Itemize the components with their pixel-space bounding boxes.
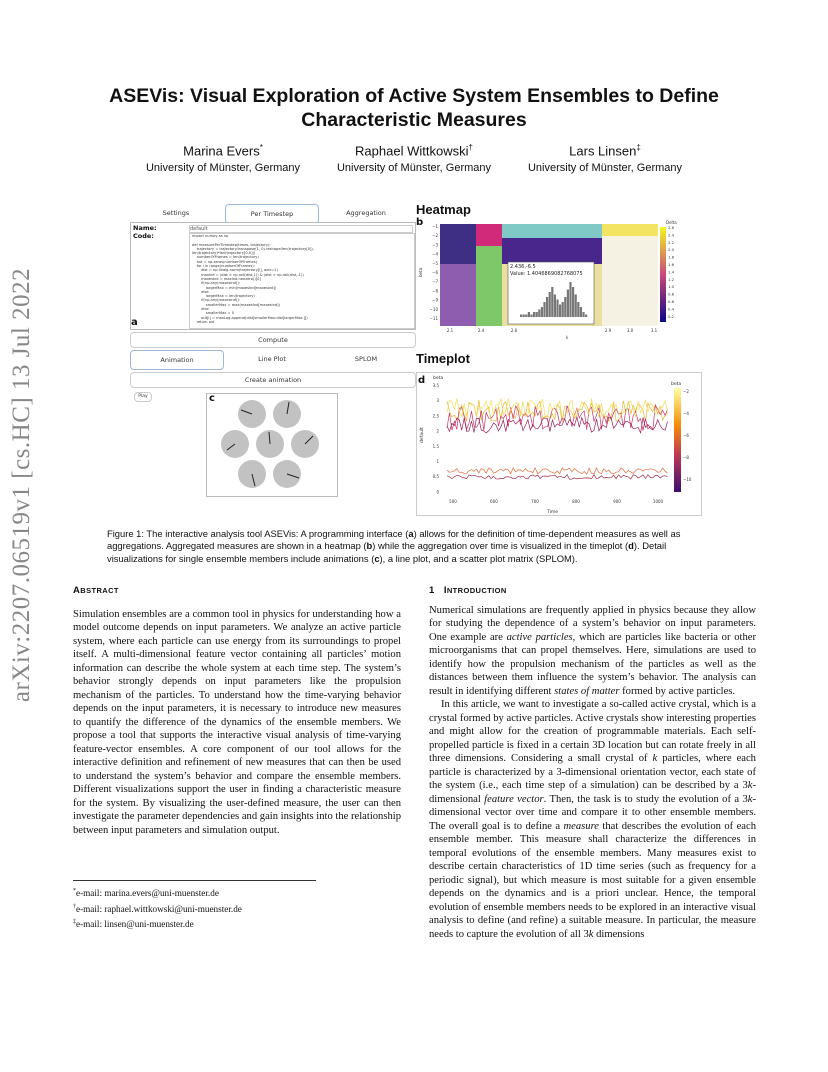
- panel-label-b: b: [416, 217, 424, 228]
- code-line: for i in range(numberOfFrames):: [192, 264, 255, 269]
- figure-caption: [107, 528, 723, 565]
- author-mark: ‡: [636, 143, 641, 152]
- abstract-heading: [73, 584, 401, 598]
- author-mark: †: [468, 143, 473, 152]
- heatmap-x-tick: 3.1: [650, 328, 658, 333]
- timeplot-colorbar-tick: −8: [683, 455, 689, 460]
- heatmap-colorbar-tick: 0.4: [668, 306, 675, 312]
- tooltip-histogram-bar: [577, 302, 579, 317]
- play-button[interactable]: Play: [134, 392, 152, 402]
- heatmap-colorbar-tick: 1.6: [668, 262, 675, 267]
- intro-heading-rest: NTRODUCTION: [446, 586, 507, 595]
- code-line: smallerMax = 0: [192, 311, 234, 316]
- footnote-mark: ‡: [73, 919, 76, 926]
- caption-run: ), a line plot, and a scatter plot matrix (SPLOM).: [379, 552, 578, 564]
- heatmap-y-tick: −4: [432, 251, 438, 257]
- particle-animation: [207, 394, 337, 496]
- intro-p1-run: , which are particles like bacteria or other microorganisms that can propel themselves. Here, simulations are used to identify how the propulsion mechanism of the particles as well as the distances between them influence the system’s behavior. The analysis can result in identifying different: [429, 631, 756, 697]
- heatmap-colorbar-tick: 2.4: [668, 232, 675, 238]
- measure-name-input[interactable]: default: [189, 225, 413, 233]
- timeplot-colorbar: [674, 388, 681, 492]
- tooltip-histogram-bar: [525, 315, 527, 318]
- code-line: def measurePerTimestep(times, trajectory):: [192, 242, 271, 247]
- heatmap-col-3-mid: [502, 238, 602, 264]
- heatmap-col-4-bottom: [602, 236, 658, 326]
- tooltip-histogram-bar: [572, 287, 574, 317]
- abstract-heading-rest: BSTRACT: [80, 586, 119, 595]
- tooltip-histogram-bar: [580, 307, 582, 317]
- author-name: Marina Evers: [183, 143, 260, 159]
- heatmap-colorbar-tick: 0.8: [668, 291, 675, 297]
- heatmap-xlabel: k: [566, 335, 569, 340]
- heatmap-colorbar-tick: 1.4: [668, 269, 675, 275]
- author-2: [304, 143, 524, 174]
- code-line: out[i] = maxLog.append(dist[smallerMax:dist[largerMax:]]): [192, 315, 308, 320]
- timeplot-colorbar-tick: −4: [683, 411, 689, 416]
- heatmap-colorbar-tick: 2.0: [668, 247, 675, 253]
- panel-label-d: d: [418, 375, 426, 386]
- timeplot-x-tick: 500: [449, 499, 457, 504]
- heatmap-col-3-top: [502, 224, 602, 238]
- tooltip-histogram-bar: [523, 315, 525, 318]
- abstract-text: Simulation ensembles are a common tool in physics for understanding how a model outcome depends on input parameters. We analyze an active particle system, where each particle can use energy from its surroundings to propel itself. A multi-dimensional feature vector containing all particles’ motion information can describe the whole system at each time step. The system’s behavior strongly depends on input parameters like the propulsion mechanism of the particles. To understand how the time-varying behavior depends on the input parameters, it is necessary to introduce new measures to quantify the difference of the dynamics of the ensemble members. We propose a tool that supports the interactive visual analysis of time-varying feature-vector ensembles. A core component of our tool allows for the interactive definition and refinement of new measures that can then be used to understand the system’s behavior and compare the ensemble members. Different visualizations support the user in finding a characteristic measure for the system. By visualizing the user-defined measure, the user can then investigate the parameter dependencies and gain insights into the relationship between input parameters and simulation output.: [73, 608, 402, 836]
- timeplot-series-line: [447, 417, 668, 433]
- author-affiliation: University of Münster, Germany: [527, 162, 683, 175]
- author-affiliation: University of Münster, Germany: [336, 162, 492, 175]
- author-mark: *: [259, 143, 263, 152]
- intro-p1-run: formed by active particles.: [619, 685, 736, 697]
- timeplot-x-tick: 600: [490, 499, 498, 504]
- arxiv-stamp: [2, 267, 42, 703]
- intro-p1-run: states of matter: [554, 685, 620, 697]
- heatmap-y-tick: −7: [432, 279, 438, 285]
- intro-p1-run: active particles: [506, 631, 573, 643]
- timeplot-y-tick: 3: [436, 398, 439, 404]
- intro-p2-run: k: [652, 753, 658, 764]
- code-line: len(trajectory)*len(trajectory[0,0])): [192, 251, 256, 256]
- footnote-rule: [73, 880, 316, 881]
- footnote-1: [73, 885, 242, 901]
- heatmap-colorbar-tick: 1.8: [668, 254, 675, 260]
- code-line: trajectory = trajectory.transpose(1, 0).reshape(len(trajectory[0]),: [192, 246, 314, 251]
- caption-run: d: [628, 540, 634, 552]
- timeplot-y-tick: 1: [436, 459, 439, 464]
- intro-p2-run: -dimensional vector over time and compare it to other ensemble members. The overall goal is to define a: [429, 793, 756, 832]
- timeplot-colorbar-tick: −6: [683, 433, 689, 438]
- editor-tabs: [130, 204, 412, 222]
- author-1: [113, 143, 333, 174]
- compute-button[interactable]: Compute: [130, 332, 416, 348]
- code-line: if(np.any(maxesInd)):: [192, 281, 240, 286]
- timeplot-y-tick: 3.5: [432, 383, 439, 388]
- intro-p2-run: feature vector: [484, 793, 544, 805]
- heatmap-x-tick: 2.1: [446, 328, 454, 333]
- heatmap-col-2-top: [476, 224, 502, 246]
- heatmap-y-tick: −2: [432, 233, 438, 239]
- timeplot-y-tick: 2.5: [432, 413, 439, 419]
- intro-p2-run: measure: [563, 820, 600, 832]
- code-line: maxesInd = maxInd.nonzero()[0]: [192, 276, 261, 281]
- tab-aggregation[interactable]: Aggregation: [346, 209, 386, 217]
- footnote-2: [73, 901, 242, 917]
- tooltip-histogram-bar: [533, 312, 535, 317]
- tooltip-histogram-bar: [564, 297, 566, 317]
- footnote-email: e-mail: marina.evers@uni-muenster.de: [76, 888, 219, 899]
- tooltip-histogram-bar: [530, 315, 532, 318]
- heatmap-x-tick: 2.4: [477, 328, 485, 333]
- timeplot-y-tick: 0.5: [432, 474, 439, 480]
- tooltip-histogram-bar: [546, 297, 548, 317]
- code-line: largerMax = min(maxesInd[maxesInd]): [192, 285, 277, 290]
- author-3: [495, 143, 715, 174]
- timeplot-y-tick: 2: [436, 428, 439, 434]
- heatmap-colorbar-tick: 1.0: [668, 284, 675, 290]
- code-line: maxInd = (dist > np.roll(dist,1)) & (dist > np.roll(dist,-1)): [192, 272, 304, 277]
- caption-run: a: [408, 528, 414, 539]
- intro-p2-run: k: [747, 780, 753, 791]
- footnote-3: [73, 916, 242, 932]
- heatmap-col-1-top: [440, 224, 476, 264]
- tab-line-plot[interactable]: Line Plot: [226, 350, 318, 368]
- heatmap-y-tick: −6: [432, 270, 438, 275]
- introduction-paragraph-2: [429, 698, 756, 941]
- code-textarea[interactable]: [189, 233, 415, 329]
- tooltip-histogram-bar: [536, 312, 538, 317]
- timeplot-panel: [416, 372, 702, 516]
- tab-animation[interactable]: Animation: [130, 350, 224, 370]
- tooltip-histogram-bar: [556, 300, 558, 318]
- teaser-figure: [128, 200, 700, 520]
- timeplot-series-line: [447, 475, 668, 480]
- tooltip-histogram-bar: [569, 282, 571, 317]
- timeplot-x-tick: 900: [613, 499, 621, 504]
- tooltip-histogram-bar: [567, 290, 569, 318]
- panel-label-c: c: [209, 393, 215, 404]
- code-editor-panel: [130, 222, 416, 330]
- footnote-email: e-mail: raphael.wittkowski@uni-muenster.de: [76, 903, 242, 914]
- tooltip-histogram-bar: [538, 310, 540, 318]
- tooltip-histogram-bar: [543, 302, 545, 317]
- timeplot-top-label: beta: [433, 376, 444, 381]
- timeplot-x-tick: 800: [572, 499, 580, 504]
- tab-per-timestep[interactable]: Per Timestep: [225, 204, 319, 224]
- tab-settings[interactable]: Settings: [162, 209, 190, 217]
- heatmap-chart[interactable]: [416, 217, 680, 342]
- timeplot-chart[interactable]: [417, 373, 701, 515]
- introduction-paragraph-1: [429, 604, 756, 699]
- tooltip-histogram-bar: [559, 305, 561, 318]
- heatmap-y-tick: −9: [432, 297, 438, 303]
- timeplot-xlabel: Time: [547, 510, 559, 515]
- heatmap-colorbar-tick: 1.2: [668, 276, 675, 282]
- tooltip-histogram-bar: [585, 315, 587, 318]
- footnotes: [73, 885, 242, 932]
- code-line: dist = np.linalg.norm(trajectory[i], axis=1): [192, 268, 278, 273]
- heatmap-colorbar: [660, 227, 666, 322]
- arxiv-stamp-text: arXiv:2207.06519v1 [cs.HC] 13 Jul 2022: [8, 267, 35, 703]
- author-affiliation: University of Münster, Germany: [145, 162, 301, 175]
- footnote-mark: †: [73, 903, 76, 910]
- heatmap-y-tick: −5: [432, 260, 438, 266]
- panel-label-a: a: [131, 317, 138, 328]
- tooltip-histogram-bar: [520, 315, 522, 318]
- intro-p2-run: k: [588, 928, 594, 940]
- heatmap-col-4-top: [602, 224, 658, 236]
- timeplot-y-tick: 0: [436, 489, 439, 495]
- introduction-section: [429, 584, 756, 941]
- tooltip-histogram-bar: [582, 312, 584, 317]
- timeplot-x-tick: 1000: [652, 499, 664, 504]
- abstract-heading-initial: A: [73, 585, 81, 596]
- intro-p2-run: that describes the evolution of each ensemble member. This measure shall characterize the differences in temporal evolutions of the ensemble members. Many measures exist to describe certain characteristics of 1D time series (such as frequency for a periodic signal), but which measure is most suitable for a given ensemble depends on the dynamics and is a priori unclear. Hence, the temporal evolution of ensemble members needs to be explored in an interactive visual analysis to define (and refine) a suitable measure. In particular, the measure needs to capture the evolution of all 3: [429, 820, 756, 940]
- timeplot-ylabel: default: [420, 427, 425, 443]
- name-label: Name:: [133, 224, 157, 232]
- paper-title: ASEVis: Visual Exploration of Active System Ensembles to Define Characteristic Measures: [109, 85, 719, 131]
- code-label: Code:: [133, 232, 154, 240]
- intro-p2-run: . Then, the task is to study the evolution of a 3: [543, 793, 748, 805]
- caption-run: ) allows for the definition of time-dependent measures as well as aggregations. Aggregated measures are shown in a heatmap (: [107, 528, 681, 552]
- intro-p2-run: -dimensional: [429, 780, 756, 805]
- introduction-heading: [429, 584, 756, 598]
- animation-panel: [206, 393, 338, 497]
- code-line: if(np.any(maxesInd)):: [192, 298, 240, 303]
- intro-p2-run: particles, where each particle is characterized by a 3-dimensional orientation vector, each state of the system (i.e., each time step of a simulation) can be described by a 3: [429, 753, 756, 791]
- heatmap-colorbar-tick: 0.6: [668, 299, 675, 304]
- section-number: 1: [429, 585, 435, 596]
- tooltip-histogram-bar: [554, 295, 556, 318]
- heatmap-colorbar-tick: 0.2: [668, 313, 675, 319]
- heatmap-y-tick: −11: [429, 316, 438, 321]
- caption-run: Figure 1: The interactive analysis tool ASEVis: A programming interface (: [107, 528, 409, 539]
- caption-run: ) while the aggregation over time is visualized in the timeplot (: [372, 540, 629, 552]
- intro-p2-run: In this article, we want to investigate a so-called active crystal, which is a crystal formed by active particles. Active crystals show interesting properties and might allow for the creation of programmable materials. Each self-propelled particle is fixed in a certain 3D location but can rotate freely in all three dimensions. Considering a small crystal of: [429, 699, 756, 764]
- heatmap-y-tick: −10: [429, 306, 438, 312]
- timeplot-series-line: [447, 468, 668, 474]
- tab-splom[interactable]: SPLOM: [320, 350, 412, 368]
- tooltip-histogram-bar: [549, 292, 551, 317]
- code-line: out = np.zeros(numberOfFrames): [192, 259, 258, 264]
- heatmap-y-tick: −3: [432, 242, 438, 248]
- timeplot-heading: Timeplot: [416, 351, 470, 366]
- caption-run: c: [374, 552, 380, 564]
- heatmap-x-tick: 2.9: [604, 328, 612, 333]
- abstract-section: [73, 584, 401, 837]
- code-line: largerMax = len(trajectory): [192, 294, 255, 299]
- timeplot-colorbar-tick: −2: [683, 389, 689, 394]
- intro-p2-run: k: [747, 793, 753, 805]
- heatmap-heading: Heatmap: [416, 202, 471, 217]
- tooltip-value: Value: 1.4046869082768075: [510, 271, 583, 277]
- heatmap-colorbar-tick: 2.2: [668, 239, 675, 245]
- code-line: else:: [192, 307, 210, 312]
- create-animation-button[interactable]: Create animation: [130, 372, 416, 388]
- timeplot-y-tick: 1.5: [432, 443, 439, 449]
- footnote-email: e-mail: linsen@uni-muenster.de: [76, 919, 194, 930]
- heatmap-x-tick: 2.6: [510, 328, 518, 333]
- code-line: numberOfFrames = len(trajectory): [192, 255, 259, 260]
- tooltip-histogram-bar: [528, 312, 530, 317]
- tooltip-histogram-bar: [551, 287, 553, 317]
- footnote-mark: *: [73, 888, 76, 894]
- heatmap-x-tick: 3.0: [626, 328, 634, 333]
- heatmap-y-tick: −8: [432, 288, 438, 294]
- intro-p2-run: dimensions: [593, 928, 645, 940]
- tooltip-histogram-bar: [541, 307, 543, 317]
- code-line: import numpy as np: [192, 234, 229, 238]
- caption-run: b: [366, 540, 373, 552]
- heatmap-colorbar-tick: 2.6: [668, 225, 675, 230]
- caption-run: ). Detail visualizations for single ensemble members include animations (: [107, 540, 667, 564]
- heatmap-colorbar-title: Delta: [666, 220, 677, 225]
- timeplot-x-tick: 700: [531, 499, 539, 504]
- author-name: Raphael Wittkowski: [355, 143, 469, 159]
- heatmap-ylabel: beta: [418, 267, 423, 277]
- timeplot-colorbar-tick: −10: [683, 477, 692, 482]
- timeplot-colorbar-title: beta: [671, 382, 682, 387]
- author-name: Lars Linsen: [569, 143, 637, 159]
- code-line: return out: [192, 319, 215, 324]
- tooltip-histogram-bar: [562, 302, 564, 317]
- tooltip-histogram-bar: [575, 295, 577, 318]
- tooltip-coords: 2.436,-6.5: [510, 264, 536, 270]
- heatmap-y-tick: −1: [432, 224, 438, 229]
- heatmap-panel: [416, 217, 680, 342]
- code-line: else:: [192, 289, 210, 294]
- intro-heading-initial: I: [443, 585, 447, 596]
- code-line: smallerMax = max(maxesInd[maxesInd]): [192, 302, 280, 307]
- intro-p1-run: Numerical simulations are frequently applied in physics because they allow for studying the dependence of a system’s behavior on input parameters. One example are: [429, 604, 756, 643]
